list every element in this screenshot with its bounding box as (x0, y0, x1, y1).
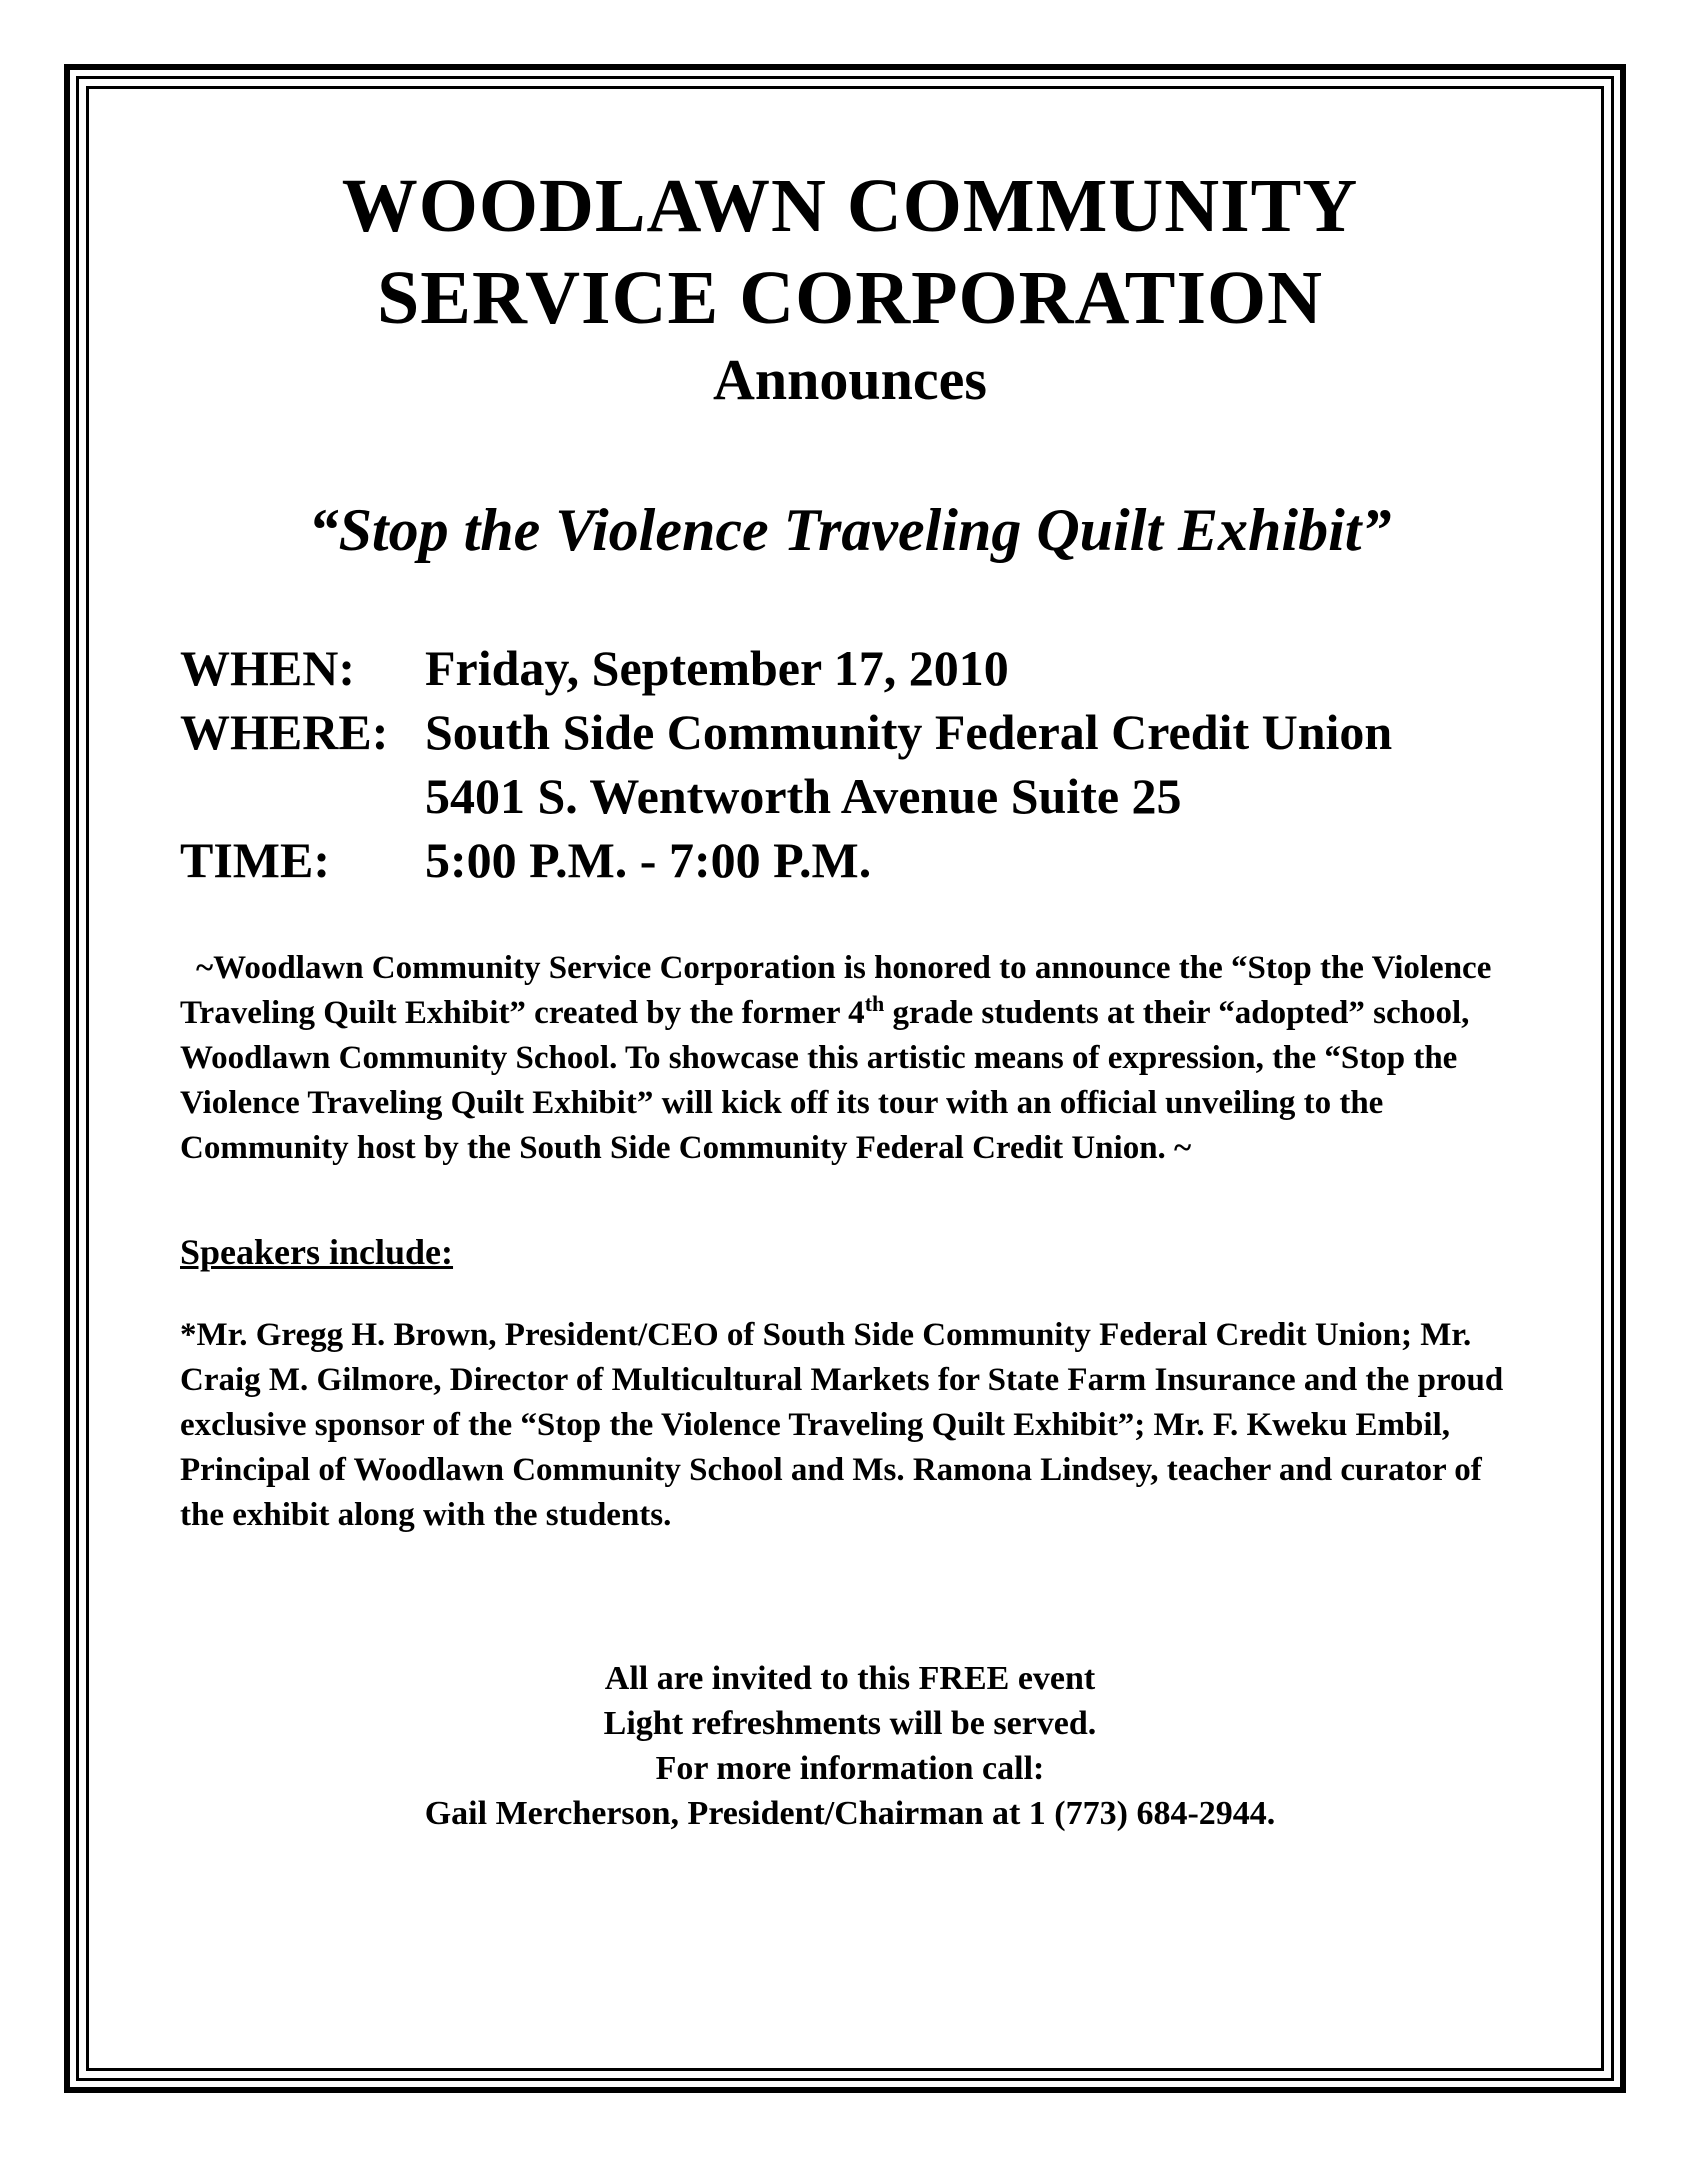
intro-text-part-1: ~Woodlawn Community Service Corporation is honored to announce the “Stop the Violence Traveling Quilt Exhibit” created by the former 4 (180, 950, 1492, 1031)
time-label: TIME: (180, 832, 330, 888)
where-row-2 (180, 764, 1520, 828)
exhibit-title: “Stop the Violence Traveling Quilt Exhibit” (308, 497, 1392, 563)
time-row (180, 828, 1520, 892)
intro-text-part-2: grade students at their “adopted” school, Woodlawn Community School. To showcase this artistic means of expression, the “Stop the Violence Traveling Quilt Exhibit” will kick off its tour with an official unveiling to the Community host by the South Side Community Federal Credit Union. ~ (180, 995, 1470, 1166)
speakers-list (180, 1313, 1520, 1538)
speakers-text: *Mr. Gregg H. Brown, President/CEO of South Side Community Federal Credit Union; Mr. Craig M. Gilmore, Director of Multicultural Markets for State Farm Insurance and the proud exclusive sponsor of the “Stop the Violence Traveling Quilt Exhibit”; Mr. F. Kweku Embil, Principal of Woodlawn Community School and Ms. Ramona Lindsey, teacher and curator of the exhibit along with the students. (180, 1317, 1504, 1533)
closing-line-4: Gail Mercherson, President/Chairman at 1 (773) 684-2944. (424, 1795, 1276, 1832)
when-value: Friday, September 17, 2010 (425, 640, 1009, 696)
intro-superscript: th (864, 991, 885, 1016)
closing-line-1: All are invited to this FREE event (604, 1660, 1096, 1697)
where-value-line-1: South Side Community Federal Credit Union (425, 704, 1393, 760)
org-name-line-2: SERVICE CORPORATION (376, 256, 1324, 340)
time-value: 5:00 P.M. - 7:00 P.M. (425, 832, 872, 888)
where-row (180, 700, 1520, 764)
event-details (180, 636, 1520, 892)
org-name-line-1: WOODLAWN COMMUNITY (341, 164, 1359, 248)
where-value-line-2: 5401 S. Wentworth Avenue Suite 25 (425, 768, 1182, 824)
closing-line-3: For more information call: (655, 1750, 1045, 1787)
where-label: WHERE: (180, 704, 389, 760)
flyer-content (180, 160, 1520, 1836)
announces-label: Announces (713, 347, 987, 412)
closing-block (180, 1656, 1520, 1836)
speakers-heading: Speakers include: (180, 1232, 454, 1272)
when-row (180, 636, 1520, 700)
closing-line-2: Light refreshments will be served. (603, 1705, 1097, 1742)
intro-paragraph (180, 946, 1520, 1171)
when-label: WHEN: (180, 640, 355, 696)
